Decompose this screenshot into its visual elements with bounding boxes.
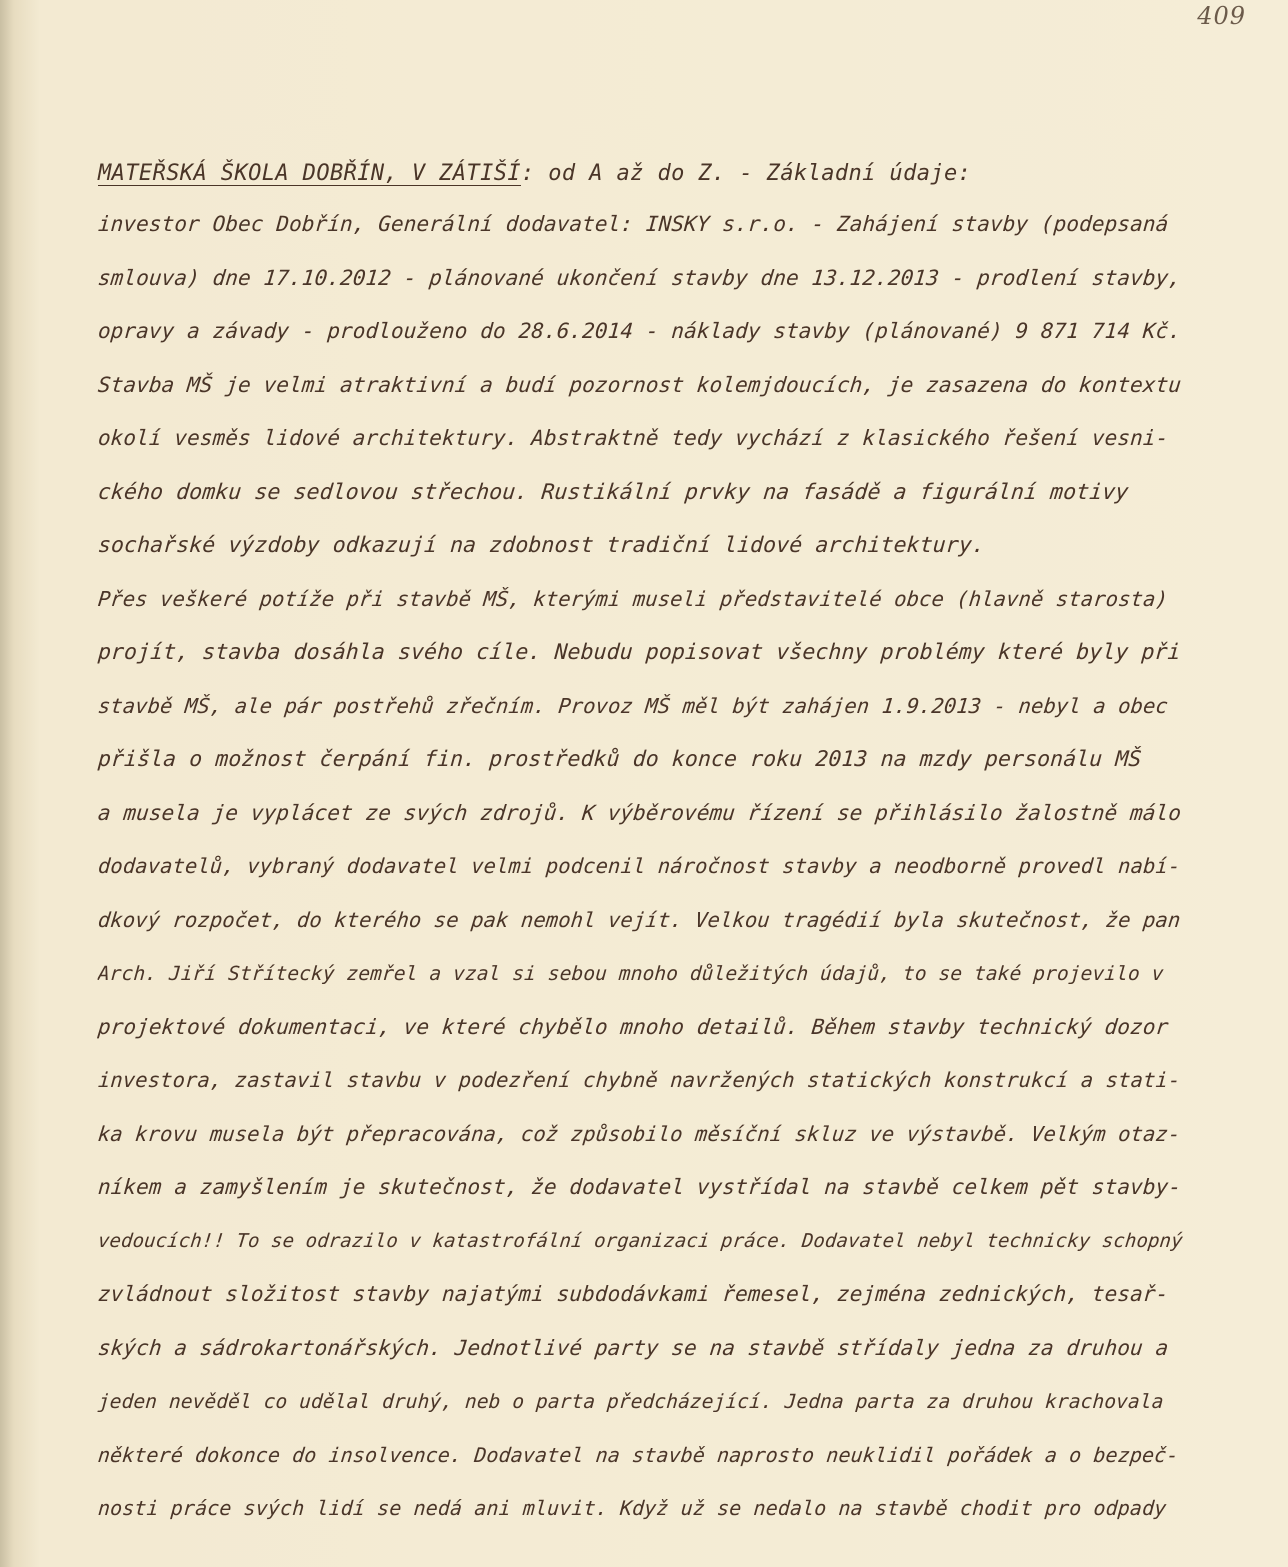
text-line: dodavatelů, vybraný dodavatel velmi podcenil náročnost stavby a neodborně provedl nabí-: [97, 854, 1182, 878]
text-line: vedoucích!! To se odrazilo v katastrofální organizaci práce. Dodavatel nebyl technicky schopný: [96, 1229, 1184, 1252]
text-line: jeden nevěděl co udělal druhý, neb o parta předcházející. Jedna parta za druhou krachovala: [97, 1390, 1165, 1413]
text-line: ckého domku se sedlovou střechou. Rustikální prvky na fasádě a figurální motivy: [96, 479, 1130, 505]
text-line: a musela je vyplácet ze svých zdrojů. K výběrovému řízení se přihlásilo žalostně málo: [96, 800, 1183, 825]
text-line: zvládnout složitost stavby najatými subdodávkami řemesel, zejména zednických, tesař-: [97, 1282, 1170, 1306]
text-line: dkový rozpočet, do kterého se pak nemohl vejít. Velkou tragédií byla skutečnost, že pan: [96, 907, 1182, 932]
text-line: stavbě MŠ, ale pár postřehů zřečním. Provoz MŠ měl být zahájen 1.9.2013 - nebyl a obec: [96, 693, 1170, 718]
text-line: ských a sádrokartonářských. Jednotlivé party se na stavbě střídaly jedna za druhou a: [96, 1335, 1170, 1360]
text-line: opravy a závady - prodlouženo do 28.6.2014 - náklady stavby (plánované) 9 871 714 Kč.: [97, 319, 1183, 343]
text-line: ka krovu musela být přepracována, což způsobilo měsíční skluz ve výstavbě. Velkým otaz-: [96, 1121, 1182, 1146]
text-line: Přes veškeré potíže při stavbě MŠ, kterými museli představitelé obce (hlavně starosta): [96, 586, 1170, 611]
text-line: Stavba MŠ je velmi atraktivní a budí pozornost kolemjdoucích, je zasazena do kontextu: [96, 372, 1183, 397]
handwritten-text: [98, 150, 1188, 1536]
text-line: přišla o možnost čerpání fin. prostředků do konce roku 2013 na mzdy personálu MŠ: [97, 747, 1143, 772]
text-line: níkem a zamyšlením je skutečnost, že dodavatel vystřídal na stavbě celkem pět stavby-: [97, 1175, 1183, 1199]
text-line: investora, zastavil stavbu v podezření chybně navržených statických konstrukcí a stati-: [97, 1068, 1182, 1092]
text-line: nosti práce svých lidí se nedá ani mluvit. Když už se nedalo na stavbě chodit pro odpady: [97, 1496, 1168, 1520]
text-line: projít, stavba dosáhla svého cíle. Nebudu popisovat všechny problémy které byly při: [97, 640, 1182, 665]
heading: [98, 150, 1188, 198]
text-line: investor Obec Dobřín, Generální dodavatel: INSKY s.r.o. - Zahájení stavby (podepsaná: [97, 212, 1170, 236]
text-line: projektové dokumentaci, ve které chybělo mnoho detailů. Během stavby technický dozor: [96, 1014, 1170, 1039]
heading-rest: : od A až do Z. - Základní údaje:: [521, 161, 972, 186]
page-number: 409: [1197, 2, 1246, 30]
text-line: sochařské výzdoby odkazují na zdobnost tradiční lidové architektury.: [97, 533, 986, 558]
text-line: některé dokonce do insolvence. Dodavatel na stavbě naprosto neuklidil pořádek a o bezpeč-: [96, 1442, 1180, 1467]
text-line: okolí vesměs lidové architektury. Abstraktně tedy vychází z klasického řešení vesni-: [97, 426, 1170, 450]
heading-title: MATEŘSKÁ ŠKOLA DOBŘÍN, V ZÁTIŠÍ: [98, 161, 521, 186]
text-line: smlouva) dne 17.10.2012 - plánované ukončení stavby dne 13.12.2013 - prodlení stavby,: [96, 265, 1183, 290]
text-line: Arch. Jiří Střítecký zemřel a vzal si sebou mnoho důležitých údajů, to se také projevilo v: [97, 962, 1165, 985]
